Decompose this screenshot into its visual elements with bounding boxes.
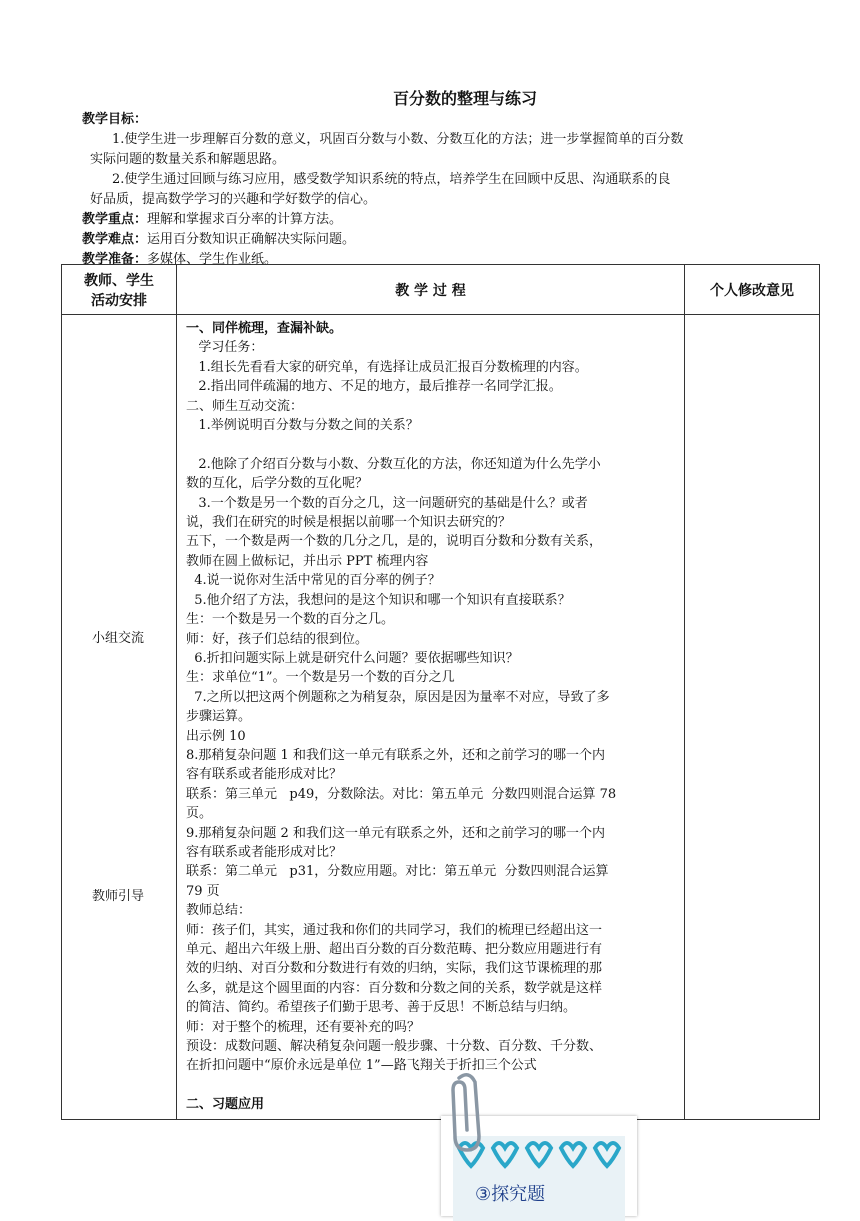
process-line: 师：对于整个的梳理，还有要补充的吗？ <box>186 1019 421 1035</box>
objective-2b: 好品质，提高数学学习的兴趣和学好数学的信心。 <box>90 192 377 207</box>
activity-cell <box>62 315 177 1120</box>
photo-caption: ③探究题 <box>475 1184 546 1205</box>
process-line: 师：孩子们，其实，通过我和你们的共同学习，我们的梳理已经超出这一 <box>186 922 603 938</box>
process-line: 容有联系或者能形成对比？ <box>186 767 343 783</box>
process-line: 说，我们在研究的时候是根据以前哪一个知识去研究的？ <box>186 515 512 531</box>
process-line: 9.那稍复杂问题 2 和我们这一单元有联系之外，还和之前学习的哪一个内 <box>186 825 605 841</box>
objective-1a: 1.使学生进一步理解百分数的意义，巩固百分数与小数、分数互化的方法；进一步掌握简单的百分数 <box>112 132 684 147</box>
process-line: 师：好，孩子们总结的很到位。 <box>186 631 369 647</box>
process-line: 教师总结： <box>186 903 252 919</box>
process-line: 2.他除了介绍百分数与小数、分数互化的方法，你还知道为什么先学小 <box>186 456 601 472</box>
process-line: 一、同伴梳理，查漏补缺。 <box>186 321 343 336</box>
process-line: 6.折扣问题实际上就是研究什么问题？要依据哪些知识？ <box>186 650 519 666</box>
process-line: 7.之所以把这两个例题称之为稍复杂，原因是因为量率不对应，导致了多 <box>186 689 610 705</box>
process-line: 学习任务： <box>186 340 264 356</box>
process-line: 1.组长先看看大家的研究单，有选择让成员汇报百分数梳理的内容。 <box>186 359 588 375</box>
process-line: 的简洁、简约。希望孩子们勤于思考、善于反思！不断总结与归纳。 <box>186 1000 577 1016</box>
difficulty <box>82 230 792 250</box>
paperclip-icon <box>445 1070 485 1160</box>
process-line: 单元、超出六年级上册、超出百分数的百分数范畴、把分数应用题进行有 <box>186 942 603 957</box>
process-lines <box>186 319 676 1115</box>
header-comments: 个人修改意见 <box>685 265 820 315</box>
header-process: 教 学 过 程 <box>177 265 685 315</box>
header-activity-line2: 活动安排 <box>91 292 147 309</box>
process-line <box>186 435 676 454</box>
process-line: 4.说一说你对生活中常见的百分率的例子？ <box>186 573 441 589</box>
preparation-label: 教学准备： <box>82 252 148 267</box>
difficulty-label: 教学难点： <box>82 232 148 247</box>
process-line: 步骤运算。 <box>186 709 252 725</box>
process-line: 1.举例说明百分数与分数之间的关系？ <box>186 418 419 434</box>
process-line: 联系：第二单元 p31，分数应用题。对比：第五单元 分数四则混合运算 <box>186 864 609 880</box>
process-line: 生：一个数是另一个数的百分之几。 <box>186 612 395 628</box>
key-point <box>82 210 792 230</box>
preparation-text: 多媒体、学生作业纸。 <box>147 252 278 267</box>
header-activity-line1: 教师、学生 <box>84 272 154 289</box>
header-activity <box>62 265 177 315</box>
process-line: 数的互化，后学分数的互化呢？ <box>186 476 369 492</box>
objective-1b: 实际问题的数量关系和解题思路。 <box>90 152 286 167</box>
lesson-intro <box>82 110 792 270</box>
process-line: 二、师生互动交流： <box>186 398 304 414</box>
side-label-teacher-guide: 教师引导 <box>91 889 144 904</box>
process-line: 二、习题应用 <box>186 1097 265 1113</box>
key-point-label: 教学重点： <box>82 212 148 227</box>
process-line: 在折扣问题中“原价永远是单位 1”—路飞翔关于折扣三个公式 <box>186 1058 537 1074</box>
process-line: 生：求单位“1”。一个数是另一个数的百分之几 <box>186 670 455 686</box>
page-title: 百分数的整理与练习 <box>392 89 537 108</box>
objective-2a: 2.使学生通过回顾与练习应用，感受数学知识系统的特点，培养学生在回顾中反思、沟通联系的良 <box>112 172 671 187</box>
process-line: 效的归纳、对百分数和分数进行有效的归纳，实际，我们这节课梳理的那 <box>186 961 603 977</box>
process-line: 教师在圆上做标记，并出示 PPT 梳理内容 <box>186 553 429 569</box>
process-line: 3.一个数是另一个数的百分之几，这一问题研究的基础是什么？或者 <box>186 495 588 511</box>
process-line: 么多，就是这个圆里面的内容：百分数和分数之间的关系，数学就是这样 <box>186 980 603 996</box>
process-line: 8.那稍复杂问题 1 和我们这一单元有联系之外，还和之前学习的哪一个内 <box>186 747 605 763</box>
process-line: 79 页 <box>186 883 220 899</box>
process-line: 5.他介绍了方法，我想问的是这个知识和哪一个知识有直接联系？ <box>186 592 571 608</box>
clipped-photo <box>441 1116 637 1216</box>
side-label-group-exchange: 小组交流 <box>91 631 144 646</box>
process-line: 出示例 10 <box>186 728 246 744</box>
lesson-table <box>61 264 820 1120</box>
process-cell <box>177 315 685 1120</box>
difficulty-text: 运用百分数知识正确解决实际问题。 <box>147 232 356 247</box>
process-line: 页。 <box>186 806 213 822</box>
objectives-label: 教学目标： <box>82 112 148 127</box>
process-line: 容有联系或者能形成对比？ <box>186 844 343 860</box>
process-line: 五下，一个数是两一个数的几分之几，是的，说明百分数和分数有关系， <box>186 534 603 550</box>
process-line: 联系：第三单元 p49，分数除法。对比：第五单元 分数四则混合运算 78 <box>186 786 617 802</box>
comments-cell[interactable] <box>685 315 820 1120</box>
key-point-text: 理解和掌握求百分率的计算方法。 <box>147 212 343 227</box>
process-line: 预设：成数问题、解决稍复杂问题一般步骤、十分数、百分数、千分数、 <box>186 1039 603 1055</box>
process-line <box>186 1076 676 1095</box>
process-line: 2.指出同伴疏漏的地方、不足的地方，最后推荐一名同学汇报。 <box>186 379 562 395</box>
